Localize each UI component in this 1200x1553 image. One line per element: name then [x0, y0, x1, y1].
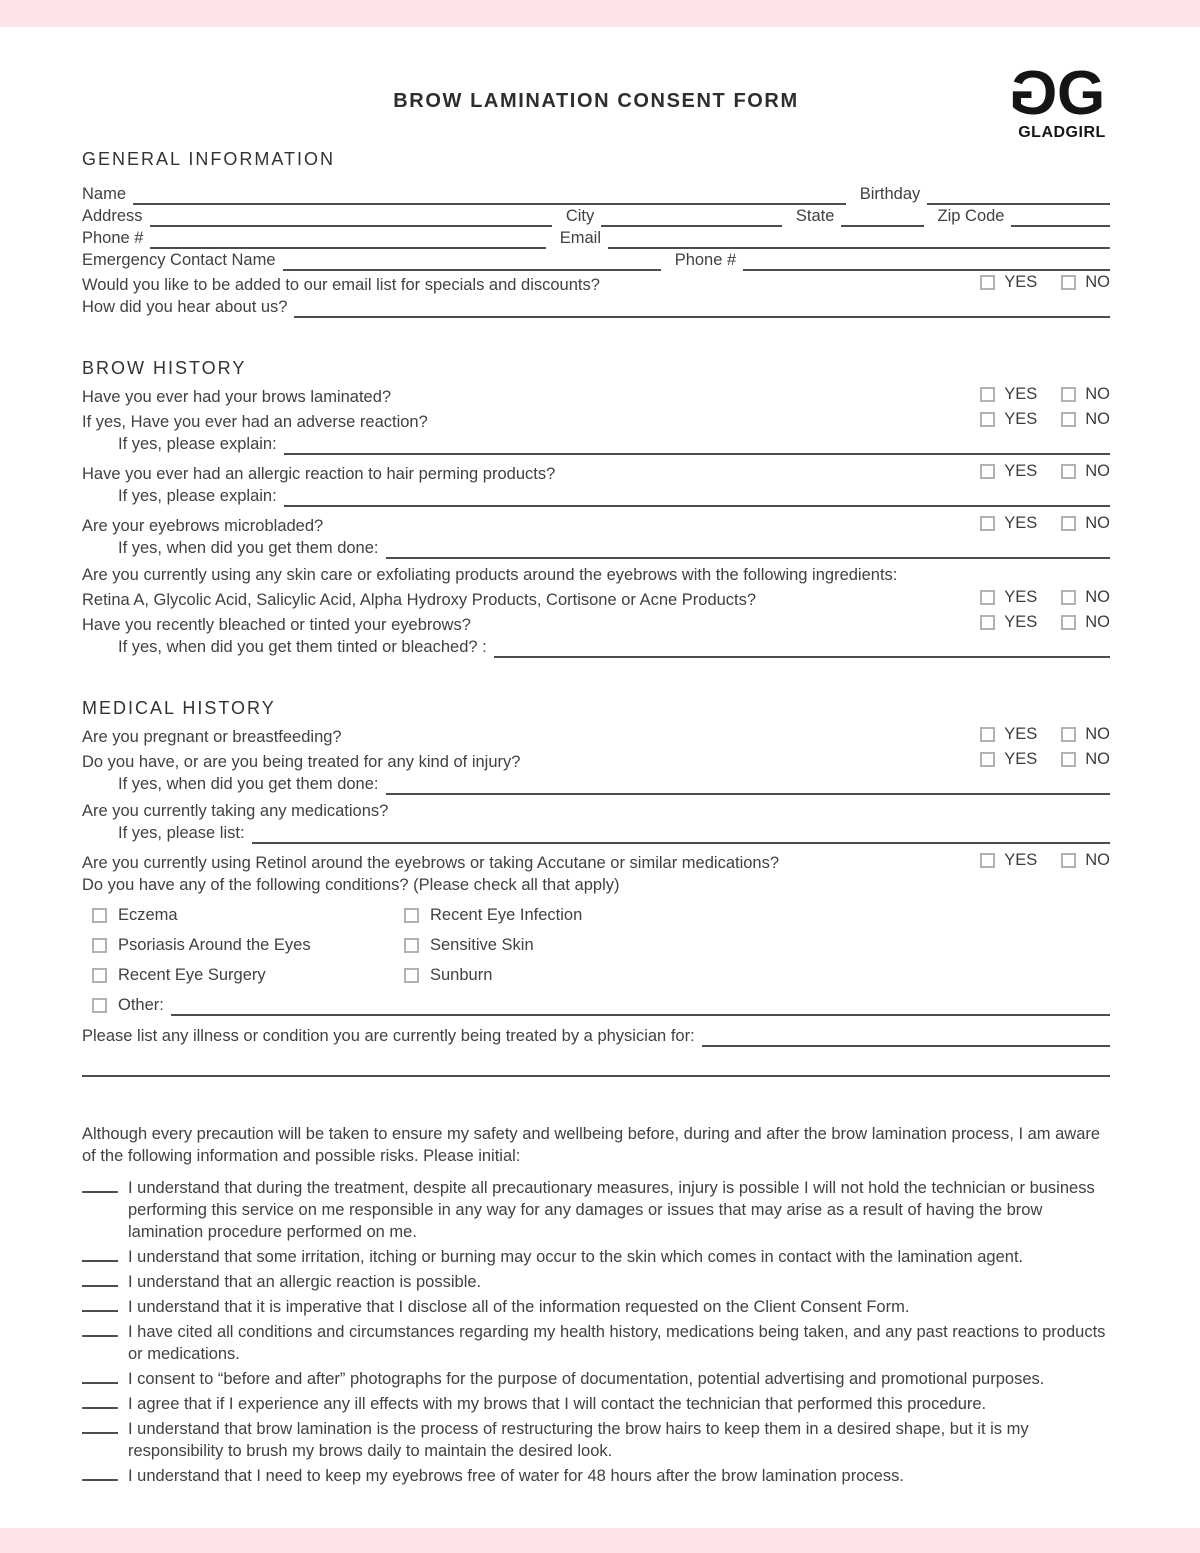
skincare-yes-checkbox[interactable] [980, 590, 995, 605]
no-label: NO [1085, 385, 1110, 403]
skincare-question-line1 [82, 565, 1110, 586]
section-heading-general: GENERAL INFORMATION [82, 149, 336, 169]
laminated-yes-checkbox[interactable] [980, 387, 995, 402]
yes-label: YES [1004, 514, 1038, 532]
consent-item [82, 1368, 1110, 1390]
name-birthday-row [82, 184, 1110, 205]
emergency-phone-label: Phone # [674, 251, 737, 269]
birthday-label: Birthday [859, 185, 921, 203]
allergic-explain-label: If yes, please explain: [118, 487, 277, 505]
psoriasis-label: Psoriasis Around the Eyes [118, 936, 311, 954]
emergency-contact-label: Emergency Contact Name [82, 251, 276, 269]
email-list-no-checkbox[interactable] [1061, 275, 1076, 290]
yes-label: YES [1004, 385, 1038, 403]
bleached-yes-checkbox[interactable] [980, 615, 995, 630]
pregnant-question: Are you pregnant or breastfeeding? [82, 728, 342, 746]
logo-letter: G [1057, 59, 1096, 128]
adverse-yes-checkbox[interactable] [980, 412, 995, 427]
physician-field[interactable] [702, 1029, 1110, 1047]
consent-item [82, 1418, 1110, 1462]
initials-field[interactable] [82, 1177, 118, 1193]
page-title: BROW LAMINATION CONSENT FORM [393, 90, 799, 112]
injury-question: Do you have, or are you being treated for any kind of injury? [82, 753, 521, 771]
consent-item-text: I have cited all conditions and circumstances regarding my health history, medications being taken, and any past reactions to products or medications. [128, 1323, 1106, 1363]
microbladed-when-row [82, 538, 1110, 559]
email-list-question: Would you like to be added to our email list for specials and discounts? [82, 276, 600, 294]
allergic-yes-checkbox[interactable] [980, 464, 995, 479]
medications-list-label: If yes, please list: [118, 824, 245, 842]
other-condition-field[interactable] [171, 998, 1110, 1016]
skincare-no-checkbox[interactable] [1061, 590, 1076, 605]
conditions-question: Do you have any of the following conditions? (Please check all that apply) [82, 876, 620, 894]
adverse-explain-field[interactable] [284, 437, 1110, 455]
consent-item-text: I understand that an allergic reaction is possible. [128, 1273, 482, 1291]
allergic-no-checkbox[interactable] [1061, 464, 1076, 479]
consent-item [82, 1271, 1110, 1293]
allergic-explain-row [82, 486, 1110, 507]
zip-label: Zip Code [937, 207, 1005, 225]
no-label: NO [1085, 613, 1110, 631]
state-field[interactable] [841, 209, 923, 227]
eczema-label: Eczema [118, 906, 178, 924]
consent-item-text: I agree that if I experience any ill effects with my brows that I will contact the technician that performed this procedure. [128, 1395, 987, 1413]
no-label: NO [1085, 514, 1110, 532]
injury-when-row [82, 774, 1110, 795]
hear-about-row [82, 297, 1110, 318]
consent-item-text: I understand that during the treatment, despite all precautionary measures, injury is possible I will not hold the technician or business performing this service on me responsible in any way for any damages or issues that may arise as a result of having the brow lamination procedure performed on me. [128, 1179, 1095, 1241]
email-label: Email [559, 229, 602, 247]
laminated-question-row [82, 384, 1110, 408]
section-heading-brow-history: BROW HISTORY [82, 358, 247, 378]
pregnant-question-row [82, 724, 1110, 748]
injury-no-checkbox[interactable] [1061, 752, 1076, 767]
yes-label: YES [1004, 273, 1038, 291]
email-list-question-row [82, 272, 1110, 296]
medications-list-field[interactable] [252, 826, 1110, 844]
microbladed-when-label: If yes, when did you get them done: [118, 539, 379, 557]
medications-question: Are you currently taking any medications? [82, 802, 389, 820]
phone-field[interactable] [150, 231, 545, 249]
recent-eye-surgery-label: Recent Eye Surgery [118, 966, 266, 984]
yes-label: YES [1004, 851, 1038, 869]
no-label: NO [1085, 750, 1110, 768]
bottom-pink-band [0, 1528, 1200, 1553]
consent-item-text: I consent to “before and after” photographs for the purpose of documentation, potential advertising and promotional purposes. [128, 1370, 1045, 1388]
bleached-when-field[interactable] [494, 640, 1110, 658]
consent-item [82, 1321, 1110, 1365]
sunburn-label: Sunburn [430, 966, 493, 984]
no-label: NO [1085, 410, 1110, 428]
bleached-question: Have you recently bleached or tinted your eyebrows? [82, 616, 471, 634]
emergency-contact-row [82, 250, 1110, 271]
physician-question: Please list any illness or condition you are currently being treated by a physician for: [82, 1027, 695, 1045]
sensitive-skin-checkbox[interactable] [404, 938, 419, 953]
yes-label: YES [1004, 462, 1038, 480]
allergic-question-row [82, 461, 1110, 485]
injury-when-field[interactable] [386, 777, 1111, 795]
no-label: NO [1085, 588, 1110, 606]
consent-item-text: I understand that it is imperative that I disclose all of the information requested on the Client Consent Form. [128, 1298, 910, 1316]
initials-field[interactable] [82, 1418, 118, 1434]
psoriasis-checkbox[interactable] [92, 938, 107, 953]
emergency-phone-field[interactable] [743, 253, 1110, 271]
adverse-question: If yes, Have you ever had an adverse reaction? [82, 413, 428, 431]
recent-eye-surgery-checkbox[interactable] [92, 968, 107, 983]
pregnant-yes-checkbox[interactable] [980, 727, 995, 742]
injury-when-label: If yes, when did you get them done: [118, 775, 379, 793]
bleached-question-row [82, 612, 1110, 636]
physician-extra-line[interactable] [82, 1075, 1110, 1077]
yes-label: YES [1004, 588, 1038, 606]
microbladed-when-field[interactable] [386, 541, 1111, 559]
sensitive-skin-label: Sensitive Skin [430, 936, 534, 954]
injury-question-row [82, 749, 1110, 773]
medications-question-row [82, 801, 1110, 822]
consent-item-text: I understand that I need to keep my eyebrows free of water for 48 hours after the brow lamination process. [128, 1467, 904, 1485]
retinol-question: Are you currently using Retinol around the eyebrows or taking Accutane or similar medications? [82, 854, 780, 872]
consent-item [82, 1246, 1110, 1268]
sunburn-checkbox[interactable] [404, 968, 419, 983]
city-label: City [565, 207, 595, 225]
email-field[interactable] [608, 231, 1110, 249]
initials-field[interactable] [82, 1321, 118, 1337]
bleached-no-checkbox[interactable] [1061, 615, 1076, 630]
conditions-question-row [82, 875, 1110, 896]
consent-item [82, 1296, 1110, 1318]
consent-list [82, 1177, 1110, 1487]
microbladed-question: Are your eyebrows microbladed? [82, 517, 324, 535]
state-label: State [795, 207, 835, 225]
consent-item [82, 1465, 1110, 1487]
other-condition-label: Other: [118, 996, 164, 1014]
consent-intro: Although every precaution will be taken to ensure my safety and wellbeing before, during and after the brow lamination process, I am aware of the following information and possible risks. Please initial: [82, 1125, 1101, 1165]
address-field[interactable] [150, 209, 552, 227]
medications-list-row [82, 823, 1110, 844]
yes-label: YES [1004, 410, 1038, 428]
pregnant-no-checkbox[interactable] [1061, 727, 1076, 742]
retinol-no-checkbox[interactable] [1061, 853, 1076, 868]
initials-field[interactable] [82, 1246, 118, 1262]
skincare-question-text1: Are you currently using any skin care or exfoliating products around the eyebrows with the following ingredients: [82, 566, 898, 584]
phone-email-row [82, 228, 1110, 249]
hear-about-field[interactable] [294, 300, 1110, 318]
initials-field[interactable] [82, 1296, 118, 1312]
eczema-checkbox[interactable] [92, 908, 107, 923]
physician-question-row [82, 1026, 1110, 1047]
skincare-question-line2 [82, 587, 1110, 611]
consent-item-text: I understand that brow lamination is the process of restructuring the brow hairs to keep them in a desired shape, but it is my responsibility to brush my brows daily to maintain the desired look. [128, 1420, 1029, 1460]
adverse-no-checkbox[interactable] [1061, 412, 1076, 427]
conditions-checklist [92, 905, 1110, 1016]
yes-label: YES [1004, 613, 1038, 631]
bleached-when-label: If yes, when did you get them tinted or bleached? : [118, 638, 487, 656]
other-condition-checkbox[interactable] [92, 998, 107, 1013]
initials-field[interactable] [82, 1271, 118, 1287]
recent-eye-infection-checkbox[interactable] [404, 908, 419, 923]
address-row [82, 206, 1110, 227]
no-label: NO [1085, 273, 1110, 291]
zip-field[interactable] [1011, 209, 1110, 227]
skincare-question-text2: Retina A, Glycolic Acid, Salicylic Acid, Alpha Hydroxy Products, Cortisone or Acne Products? [82, 591, 757, 609]
adverse-explain-label: If yes, please explain: [118, 435, 277, 453]
bleached-when-row [82, 637, 1110, 658]
initials-field[interactable] [82, 1393, 118, 1409]
email-list-yes-checkbox[interactable] [980, 275, 995, 290]
initials-field[interactable] [82, 1465, 118, 1481]
city-field[interactable] [601, 209, 782, 227]
consent-item [82, 1177, 1110, 1243]
injury-yes-checkbox[interactable] [980, 752, 995, 767]
microbladed-no-checkbox[interactable] [1061, 516, 1076, 531]
no-label: NO [1085, 462, 1110, 480]
initials-field[interactable] [82, 1368, 118, 1384]
yes-label: YES [1004, 725, 1038, 743]
laminated-no-checkbox[interactable] [1061, 387, 1076, 402]
logo-letter-mirrored: G [1018, 59, 1057, 128]
phone-label: Phone # [82, 229, 144, 247]
recent-eye-infection-label: Recent Eye Infection [430, 906, 583, 924]
allergic-explain-field[interactable] [284, 489, 1110, 507]
microbladed-question-row [82, 513, 1110, 537]
retinol-question-row [82, 850, 1110, 874]
emergency-contact-field[interactable] [283, 253, 661, 271]
other-condition-row [92, 995, 1110, 1016]
name-label: Name [82, 185, 127, 203]
microbladed-yes-checkbox[interactable] [980, 516, 995, 531]
address-label: Address [82, 207, 143, 225]
yes-label: YES [1004, 750, 1038, 768]
no-label: NO [1085, 725, 1110, 743]
no-label: NO [1085, 851, 1110, 869]
retinol-yes-checkbox[interactable] [980, 853, 995, 868]
laminated-question: Have you ever had your brows laminated? [82, 388, 392, 406]
logo-brand-text: GLADGIRL [1018, 123, 1106, 141]
adverse-explain-row [82, 434, 1110, 455]
adverse-question-row [82, 409, 1110, 433]
section-heading-medical-history: MEDICAL HISTORY [82, 698, 276, 718]
hear-about-question: How did you hear about us? [82, 298, 288, 316]
allergic-question: Have you ever had an allergic reaction to hair perming products? [82, 465, 556, 483]
name-field[interactable] [133, 187, 846, 205]
birthday-field[interactable] [927, 187, 1110, 205]
consent-item [82, 1393, 1110, 1415]
consent-item-text: I understand that some irritation, itching or burning may occur to the skin which comes in contact with the lamination agent. [128, 1248, 1024, 1266]
